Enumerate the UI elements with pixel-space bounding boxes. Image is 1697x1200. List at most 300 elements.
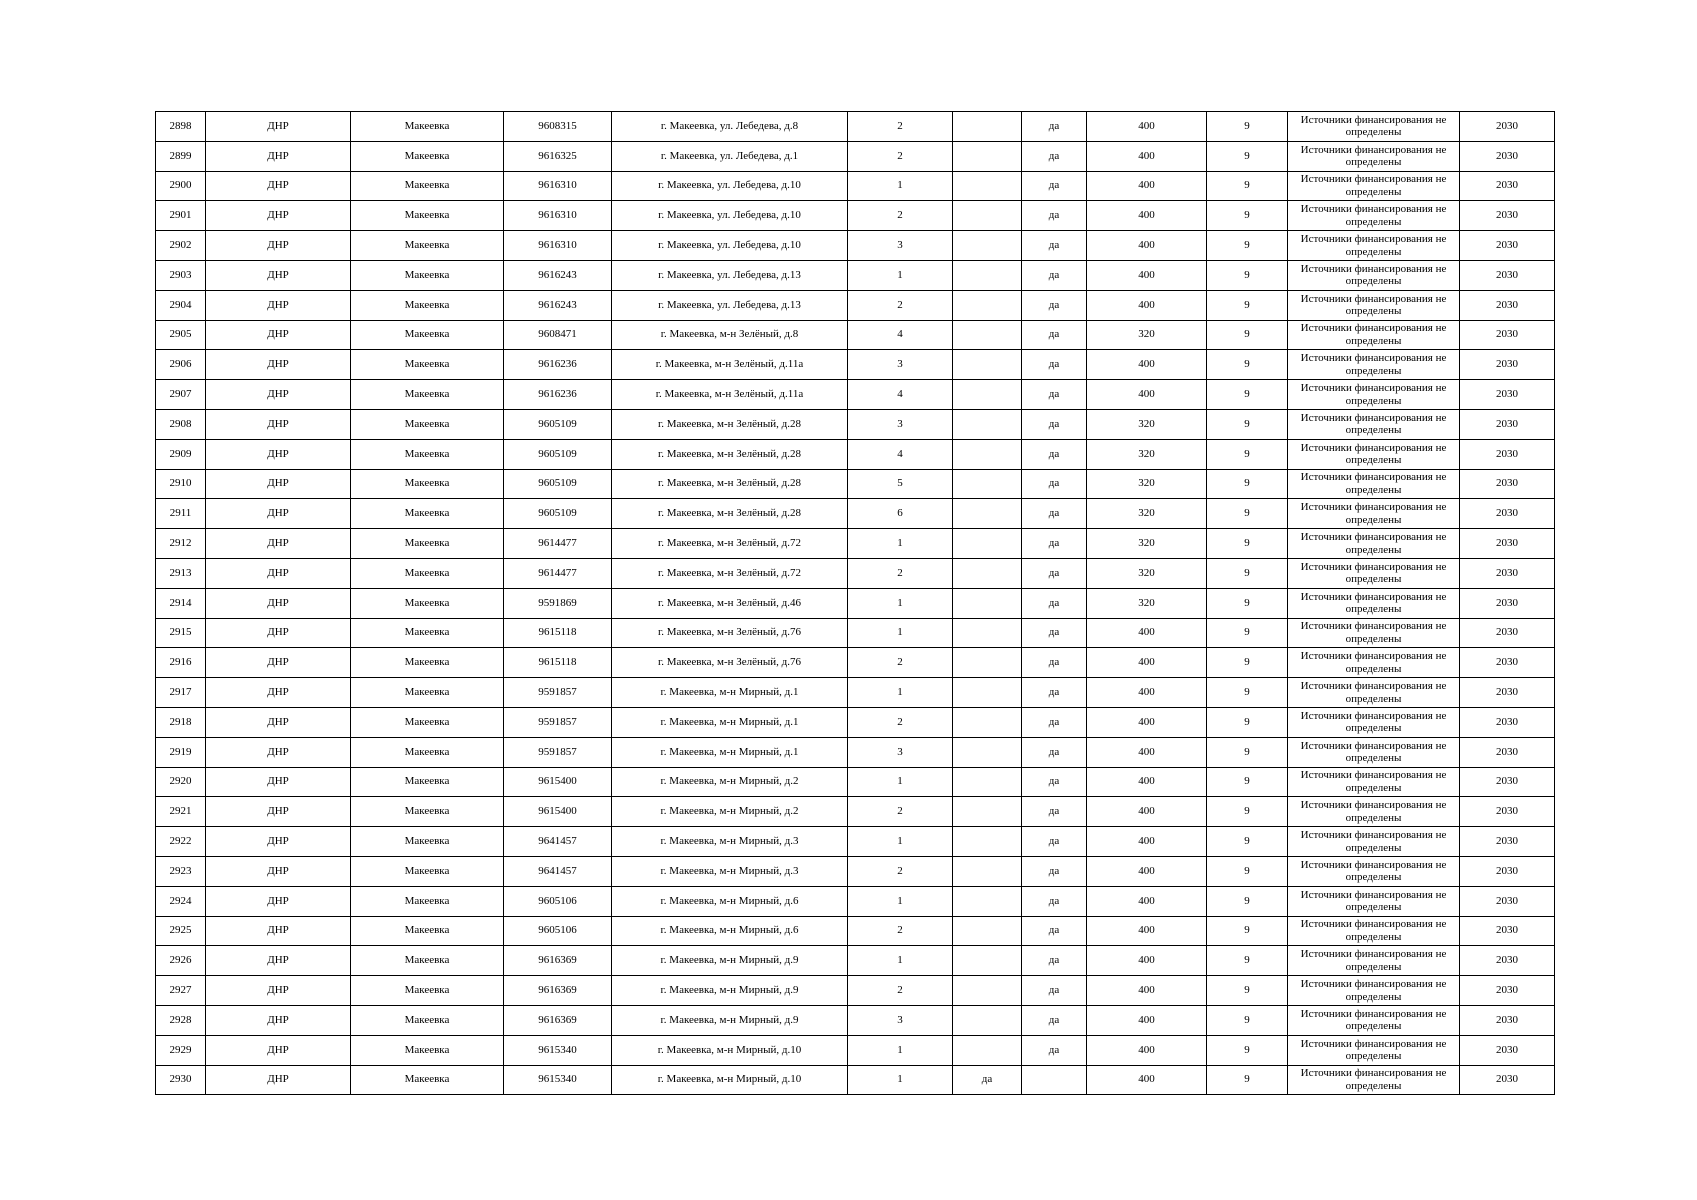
amount-cell: 320 [1087,439,1207,469]
row-number-cell: 2908 [156,409,206,439]
flag-column-7-cell [953,320,1022,350]
amount-cell: 320 [1087,529,1207,559]
building-code-cell: 9614477 [504,558,612,588]
flag-column-7-cell [953,678,1022,708]
table-row [156,529,1555,559]
flag-column-8-cell: да [1022,737,1087,767]
address-cell: г. Макеевка, ул. Лебедева, д.10 [612,171,848,201]
building-code-cell: 9608315 [504,112,612,142]
flag-column-8-cell: да [1022,380,1087,410]
entrance-cell: 1 [848,946,953,976]
city-cell: Макеевка [351,141,504,171]
flag-column-7-cell [953,529,1022,559]
address-cell: г. Макеевка, м-н Зелёный, д.28 [612,439,848,469]
stops-cell: 9 [1207,1065,1288,1095]
financing-source-cell: Источники финансирования не определены [1288,558,1460,588]
amount-cell: 400 [1087,886,1207,916]
row-number-cell: 2923 [156,856,206,886]
row-number-cell: 2912 [156,529,206,559]
city-cell: Макеевка [351,558,504,588]
stops-cell: 9 [1207,201,1288,231]
flag-column-7-cell [953,707,1022,737]
flag-column-7-cell [953,767,1022,797]
row-number-cell: 2911 [156,499,206,529]
building-code-cell: 9615400 [504,767,612,797]
building-code-cell: 9616369 [504,1005,612,1035]
amount-cell: 400 [1087,946,1207,976]
row-number-cell: 2916 [156,648,206,678]
stops-cell: 9 [1207,320,1288,350]
entrance-cell: 4 [848,320,953,350]
address-cell: г. Макеевка, м-н Зелёный, д.8 [612,320,848,350]
building-code-cell: 9605106 [504,916,612,946]
year-cell: 2030 [1460,558,1555,588]
table-row [156,707,1555,737]
flag-column-8-cell [1022,1065,1087,1095]
flag-column-7-cell [953,231,1022,261]
amount-cell: 400 [1087,350,1207,380]
entrance-cell: 2 [848,201,953,231]
year-cell: 2030 [1460,171,1555,201]
entrance-cell: 2 [848,141,953,171]
address-cell: г. Макеевка, м-н Мирный, д.1 [612,737,848,767]
year-cell: 2030 [1460,231,1555,261]
year-cell: 2030 [1460,946,1555,976]
amount-cell: 320 [1087,409,1207,439]
year-cell: 2030 [1460,409,1555,439]
amount-cell: 400 [1087,707,1207,737]
city-cell: Макеевка [351,648,504,678]
address-cell: г. Макеевка, м-н Мирный, д.2 [612,767,848,797]
stops-cell: 9 [1207,260,1288,290]
entrance-cell: 5 [848,469,953,499]
year-cell: 2030 [1460,678,1555,708]
city-cell: Макеевка [351,886,504,916]
address-cell: г. Макеевка, м-н Зелёный, д.72 [612,529,848,559]
entrance-cell: 1 [848,529,953,559]
region-cell: ДНР [206,380,351,410]
row-number-cell: 2901 [156,201,206,231]
year-cell: 2030 [1460,529,1555,559]
entrance-cell: 1 [848,1035,953,1065]
flag-column-8-cell: да [1022,827,1087,857]
region-cell: ДНР [206,1065,351,1095]
stops-cell: 9 [1207,827,1288,857]
flag-column-7-cell [953,409,1022,439]
stops-cell: 9 [1207,856,1288,886]
row-number-cell: 2903 [156,260,206,290]
flag-column-8-cell: да [1022,439,1087,469]
table-row [156,797,1555,827]
entrance-cell: 1 [848,1065,953,1095]
entrance-cell: 1 [848,886,953,916]
table-row [156,648,1555,678]
table-row [156,290,1555,320]
row-number-cell: 2913 [156,558,206,588]
flag-column-8-cell: да [1022,856,1087,886]
building-code-cell: 9616325 [504,141,612,171]
city-cell: Макеевка [351,1035,504,1065]
building-code-cell: 9591869 [504,588,612,618]
stops-cell: 9 [1207,588,1288,618]
year-cell: 2030 [1460,141,1555,171]
stops-cell: 9 [1207,707,1288,737]
region-cell: ДНР [206,976,351,1006]
region-cell: ДНР [206,558,351,588]
financing-source-cell: Источники финансирования не определены [1288,141,1460,171]
year-cell: 2030 [1460,797,1555,827]
address-cell: г. Макеевка, м-н Мирный, д.9 [612,946,848,976]
entrance-cell: 3 [848,1005,953,1035]
stops-cell: 9 [1207,916,1288,946]
flag-column-7-cell [953,856,1022,886]
city-cell: Макеевка [351,827,504,857]
table-row [156,380,1555,410]
building-code-cell: 9616310 [504,171,612,201]
stops-cell: 9 [1207,558,1288,588]
financing-source-cell: Источники финансирования не определены [1288,171,1460,201]
flag-column-8-cell: да [1022,231,1087,261]
stops-cell: 9 [1207,499,1288,529]
entrance-cell: 3 [848,231,953,261]
building-code-cell: 9616236 [504,350,612,380]
flag-column-8-cell: да [1022,171,1087,201]
financing-source-cell: Источники финансирования не определены [1288,1005,1460,1035]
city-cell: Макеевка [351,320,504,350]
financing-source-cell: Источники финансирования не определены [1288,439,1460,469]
row-number-cell: 2910 [156,469,206,499]
building-code-cell: 9615340 [504,1035,612,1065]
row-number-cell: 2907 [156,380,206,410]
flag-column-8-cell: да [1022,112,1087,142]
entrance-cell: 2 [848,707,953,737]
city-cell: Макеевка [351,946,504,976]
entrance-cell: 6 [848,499,953,529]
entrance-cell: 1 [848,827,953,857]
flag-column-7-cell [953,260,1022,290]
amount-cell: 320 [1087,469,1207,499]
entrance-cell: 2 [848,112,953,142]
year-cell: 2030 [1460,827,1555,857]
row-number-cell: 2927 [156,976,206,1006]
address-cell: г. Макеевка, ул. Лебедева, д.1 [612,141,848,171]
row-number-cell: 2930 [156,1065,206,1095]
row-number-cell: 2925 [156,916,206,946]
flag-column-8-cell: да [1022,707,1087,737]
year-cell: 2030 [1460,856,1555,886]
flag-column-7-cell [953,1005,1022,1035]
stops-cell: 9 [1207,678,1288,708]
building-code-cell: 9616369 [504,946,612,976]
stops-cell: 9 [1207,409,1288,439]
table-row [156,499,1555,529]
address-cell: г. Макеевка, м-н Мирный, д.3 [612,827,848,857]
entrance-cell: 2 [848,648,953,678]
city-cell: Макеевка [351,439,504,469]
year-cell: 2030 [1460,260,1555,290]
financing-source-cell: Источники финансирования не определены [1288,767,1460,797]
entrance-cell: 1 [848,171,953,201]
row-number-cell: 2918 [156,707,206,737]
region-cell: ДНР [206,767,351,797]
city-cell: Макеевка [351,290,504,320]
city-cell: Макеевка [351,499,504,529]
stops-cell: 9 [1207,529,1288,559]
building-code-cell: 9608471 [504,320,612,350]
row-number-cell: 2922 [156,827,206,857]
amount-cell: 400 [1087,201,1207,231]
entrance-cell: 2 [848,856,953,886]
building-code-cell: 9591857 [504,737,612,767]
building-code-cell: 9591857 [504,678,612,708]
amount-cell: 400 [1087,290,1207,320]
flag-column-8-cell: да [1022,320,1087,350]
building-code-cell: 9605106 [504,886,612,916]
address-cell: г. Макеевка, м-н Мирный, д.1 [612,707,848,737]
city-cell: Макеевка [351,171,504,201]
entrance-cell: 2 [848,558,953,588]
table-row [156,469,1555,499]
address-cell: г. Макеевка, м-н Зелёный, д.11а [612,380,848,410]
region-cell: ДНР [206,797,351,827]
year-cell: 2030 [1460,1065,1555,1095]
amount-cell: 400 [1087,618,1207,648]
financing-source-cell: Источники финансирования не определены [1288,112,1460,142]
address-cell: г. Макеевка, ул. Лебедева, д.10 [612,231,848,261]
table-row [156,231,1555,261]
entrance-cell: 4 [848,439,953,469]
flag-column-8-cell: да [1022,886,1087,916]
flag-column-7-cell [953,201,1022,231]
row-number-cell: 2899 [156,141,206,171]
financing-source-cell: Источники финансирования не определены [1288,201,1460,231]
flag-column-7-cell [953,886,1022,916]
flag-column-8-cell: да [1022,588,1087,618]
financing-source-cell: Источники финансирования не определены [1288,469,1460,499]
region-cell: ДНР [206,707,351,737]
row-number-cell: 2898 [156,112,206,142]
entrance-cell: 1 [848,618,953,648]
table-row [156,439,1555,469]
row-number-cell: 2920 [156,767,206,797]
city-cell: Макеевка [351,529,504,559]
region-cell: ДНР [206,469,351,499]
city-cell: Макеевка [351,916,504,946]
amount-cell: 400 [1087,380,1207,410]
region-cell: ДНР [206,827,351,857]
region-cell: ДНР [206,588,351,618]
entrance-cell: 3 [848,409,953,439]
year-cell: 2030 [1460,439,1555,469]
year-cell: 2030 [1460,707,1555,737]
year-cell: 2030 [1460,499,1555,529]
financing-source-cell: Источники финансирования не определены [1288,797,1460,827]
entrance-cell: 2 [848,797,953,827]
stops-cell: 9 [1207,618,1288,648]
region-cell: ДНР [206,1005,351,1035]
city-cell: Макеевка [351,767,504,797]
address-cell: г. Макеевка, ул. Лебедева, д.13 [612,290,848,320]
row-number-cell: 2915 [156,618,206,648]
financing-source-cell: Источники финансирования не определены [1288,231,1460,261]
year-cell: 2030 [1460,588,1555,618]
table-row [156,946,1555,976]
region-cell: ДНР [206,439,351,469]
region-cell: ДНР [206,856,351,886]
flag-column-7-cell [953,439,1022,469]
financing-source-cell: Источники финансирования не определены [1288,1065,1460,1095]
city-cell: Макеевка [351,678,504,708]
address-cell: г. Макеевка, м-н Мирный, д.1 [612,678,848,708]
flag-column-8-cell: да [1022,976,1087,1006]
flag-column-8-cell: да [1022,260,1087,290]
flag-column-7-cell [953,499,1022,529]
stops-cell: 9 [1207,648,1288,678]
stops-cell: 9 [1207,946,1288,976]
region-cell: ДНР [206,171,351,201]
city-cell: Макеевка [351,201,504,231]
financing-source-cell: Источники финансирования не определены [1288,678,1460,708]
entrance-cell: 1 [848,588,953,618]
flag-column-7-cell [953,946,1022,976]
address-cell: г. Макеевка, м-н Зелёный, д.76 [612,648,848,678]
building-code-cell: 9641457 [504,856,612,886]
financing-source-cell: Источники финансирования не определены [1288,618,1460,648]
entrance-cell: 2 [848,290,953,320]
year-cell: 2030 [1460,648,1555,678]
flag-column-7-cell [953,290,1022,320]
table-body [156,112,1555,1095]
stops-cell: 9 [1207,112,1288,142]
row-number-cell: 2929 [156,1035,206,1065]
table-row [156,588,1555,618]
address-cell: г. Макеевка, ул. Лебедева, д.10 [612,201,848,231]
year-cell: 2030 [1460,618,1555,648]
building-code-cell: 9615118 [504,618,612,648]
flag-column-8-cell: да [1022,946,1087,976]
stops-cell: 9 [1207,380,1288,410]
address-cell: г. Макеевка, м-н Зелёный, д.28 [612,409,848,439]
address-cell: г. Макеевка, м-н Мирный, д.6 [612,886,848,916]
financing-source-cell: Источники финансирования не определены [1288,856,1460,886]
stops-cell: 9 [1207,737,1288,767]
city-cell: Макеевка [351,737,504,767]
financing-source-cell: Источники финансирования не определены [1288,290,1460,320]
stops-cell: 9 [1207,350,1288,380]
entrance-cell: 4 [848,380,953,410]
amount-cell: 400 [1087,171,1207,201]
amount-cell: 400 [1087,767,1207,797]
flag-column-7-cell [953,797,1022,827]
stops-cell: 9 [1207,439,1288,469]
building-code-cell: 9605109 [504,439,612,469]
amount-cell: 400 [1087,231,1207,261]
amount-cell: 400 [1087,260,1207,290]
table-row [156,1065,1555,1095]
table-row [156,976,1555,1006]
region-cell: ДНР [206,618,351,648]
flag-column-8-cell: да [1022,678,1087,708]
table-row [156,1005,1555,1035]
region-cell: ДНР [206,201,351,231]
flag-column-7-cell [953,350,1022,380]
financing-source-cell: Источники финансирования не определены [1288,886,1460,916]
building-code-cell: 9605109 [504,409,612,439]
building-code-cell: 9615400 [504,797,612,827]
address-cell: г. Макеевка, м-н Зелёный, д.46 [612,588,848,618]
row-number-cell: 2914 [156,588,206,618]
row-number-cell: 2921 [156,797,206,827]
row-number-cell: 2904 [156,290,206,320]
city-cell: Макеевка [351,588,504,618]
financing-source-cell: Источники финансирования не определены [1288,350,1460,380]
building-code-cell: 9591857 [504,707,612,737]
flag-column-8-cell: да [1022,797,1087,827]
building-code-cell: 9615118 [504,648,612,678]
flag-column-7-cell [953,380,1022,410]
address-cell: г. Макеевка, м-н Мирный, д.9 [612,1005,848,1035]
city-cell: Макеевка [351,1065,504,1095]
address-cell: г. Макеевка, м-н Зелёный, д.76 [612,618,848,648]
amount-cell: 400 [1087,976,1207,1006]
year-cell: 2030 [1460,916,1555,946]
region-cell: ДНР [206,529,351,559]
city-cell: Макеевка [351,380,504,410]
financing-source-cell: Источники финансирования не определены [1288,827,1460,857]
city-cell: Макеевка [351,409,504,439]
entrance-cell: 1 [848,678,953,708]
financing-source-cell: Источники финансирования не определены [1288,380,1460,410]
flag-column-8-cell: да [1022,1005,1087,1035]
amount-cell: 320 [1087,588,1207,618]
year-cell: 2030 [1460,767,1555,797]
year-cell: 2030 [1460,350,1555,380]
building-code-cell: 9616310 [504,201,612,231]
address-cell: г. Макеевка, м-н Зелёный, д.28 [612,469,848,499]
building-code-cell: 9641457 [504,827,612,857]
year-cell: 2030 [1460,1035,1555,1065]
table-row [156,112,1555,142]
region-cell: ДНР [206,290,351,320]
region-cell: ДНР [206,409,351,439]
stops-cell: 9 [1207,1005,1288,1035]
table-row [156,171,1555,201]
flag-column-8-cell: да [1022,141,1087,171]
region-cell: ДНР [206,946,351,976]
building-code-cell: 9615340 [504,1065,612,1095]
flag-column-7-cell [953,141,1022,171]
flag-column-8-cell: да [1022,469,1087,499]
region-cell: ДНР [206,112,351,142]
city-cell: Макеевка [351,350,504,380]
amount-cell: 400 [1087,648,1207,678]
entrance-cell: 2 [848,976,953,1006]
year-cell: 2030 [1460,976,1555,1006]
region-cell: ДНР [206,499,351,529]
financing-source-cell: Источники финансирования не определены [1288,588,1460,618]
address-cell: г. Макеевка, м-н Мирный, д.6 [612,916,848,946]
stops-cell: 9 [1207,1035,1288,1065]
address-cell: г. Макеевка, м-н Мирный, д.10 [612,1035,848,1065]
amount-cell: 400 [1087,1005,1207,1035]
amount-cell: 320 [1087,499,1207,529]
flag-column-7-cell [953,648,1022,678]
amount-cell: 400 [1087,112,1207,142]
city-cell: Макеевка [351,707,504,737]
flag-column-7-cell [953,171,1022,201]
flag-column-8-cell: да [1022,290,1087,320]
building-code-cell: 9614477 [504,529,612,559]
